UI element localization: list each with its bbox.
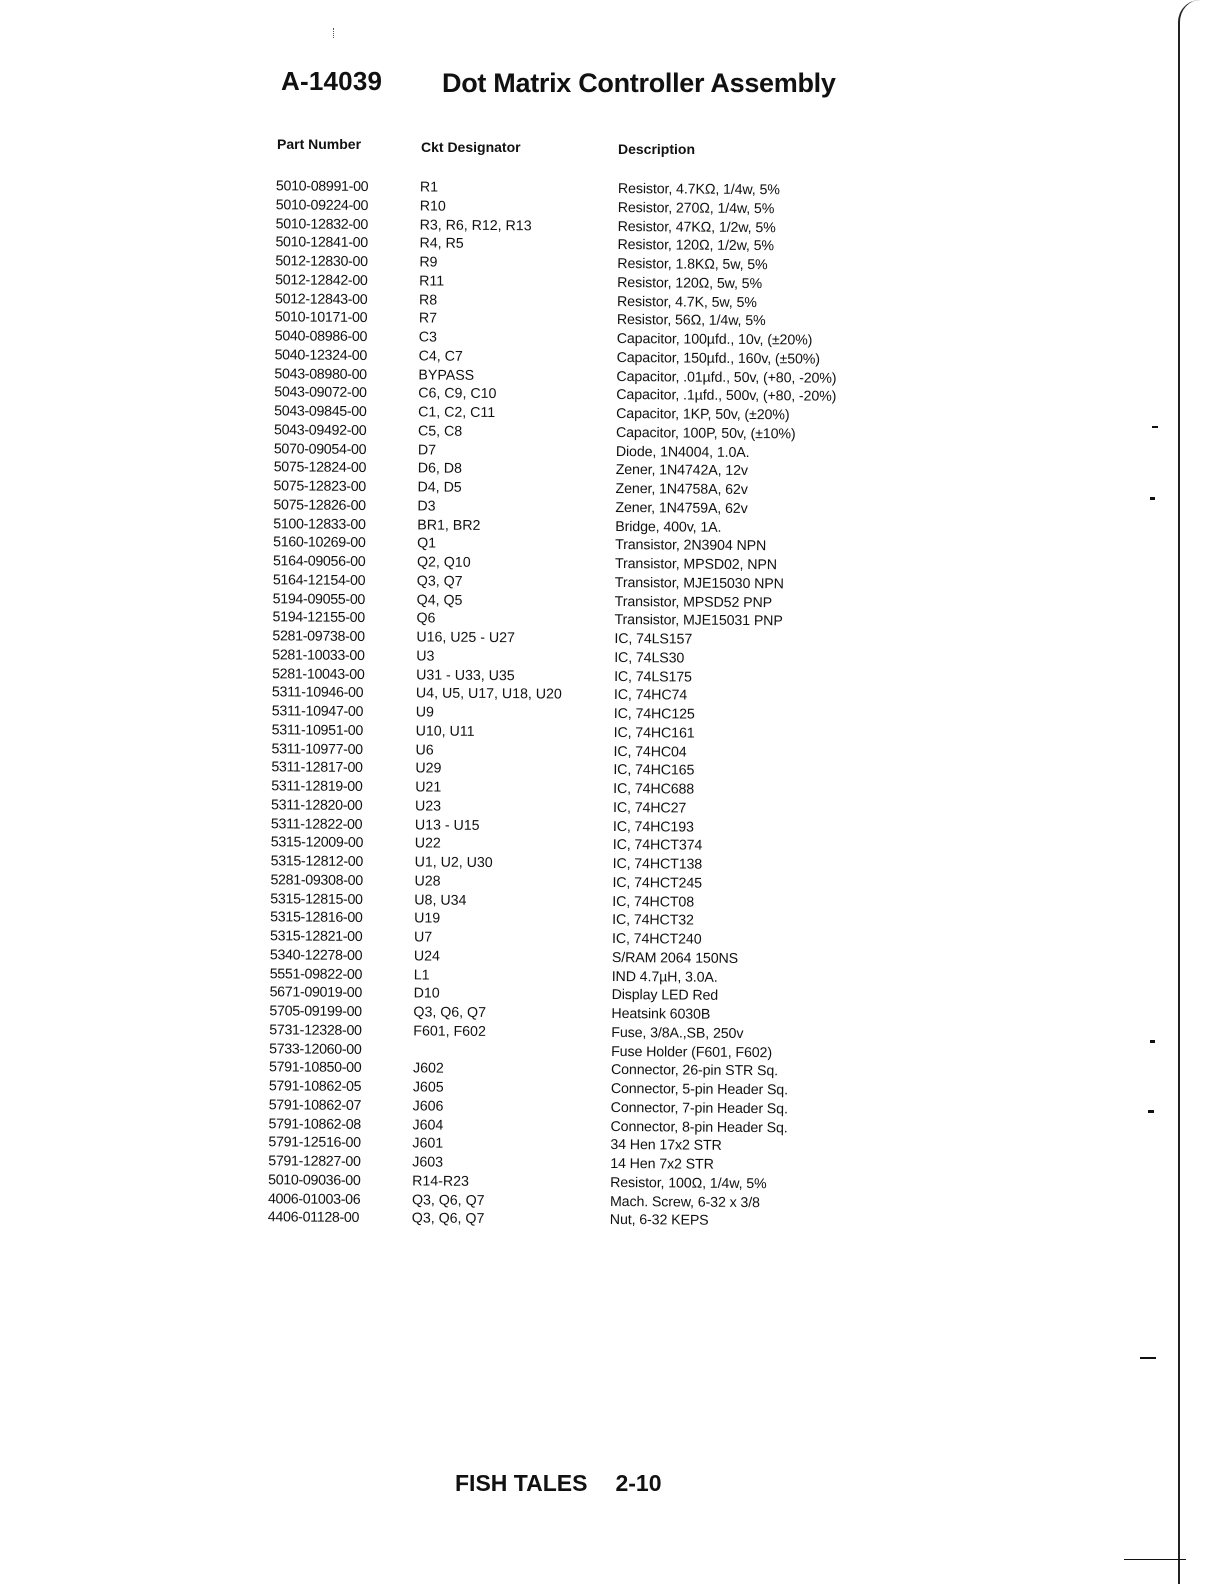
ckt-designator-cell: BYPASS xyxy=(418,366,475,384)
footer-game-name: FISH TALES xyxy=(455,1470,588,1496)
ckt-designator-cell: Q3, Q6, Q7 xyxy=(411,1210,485,1228)
description-cell: IC, 74HCT138 xyxy=(612,855,703,873)
ckt-designator-cell: U16, U25 - U27 xyxy=(416,629,516,647)
part-number-cell: 5315-12812-00 xyxy=(270,853,364,871)
parts-list xyxy=(0,175,1180,1234)
description-cell: IC, 74HCT08 xyxy=(612,893,695,911)
ckt-designator-cell: Q3, Q6, Q7 xyxy=(411,1191,485,1209)
description-cell: 34 Hen 17x2 STR xyxy=(610,1137,722,1155)
part-number-cell: 5043-09072-00 xyxy=(274,384,367,402)
page-footer xyxy=(455,1470,662,1497)
description-cell: Resistor, 56Ω, 1/4w, 5% xyxy=(616,312,766,330)
part-number-cell: 5164-12154-00 xyxy=(272,572,366,589)
page-edge xyxy=(1178,0,1224,1584)
part-number-cell: 5731-12328-00 xyxy=(269,1022,362,1039)
description-cell: Capacitor, .01µfd., 50v, (+80, -20%) xyxy=(616,368,837,387)
ckt-designator-cell: U7 xyxy=(413,929,433,946)
part-number-cell: 5194-12155-00 xyxy=(272,609,365,627)
description-cell: IC, 74HC04 xyxy=(613,743,687,761)
ckt-designator-cell: U31 - U33, U35 xyxy=(416,666,515,684)
ckt-designator-cell: Q1 xyxy=(417,535,437,552)
ckt-designator-cell: U22 xyxy=(414,835,441,852)
ckt-designator-cell: Q3, Q7 xyxy=(416,573,463,590)
description-cell: Transistor, MPSD52 PNP xyxy=(614,593,773,611)
description-cell: Heatsink 6030B xyxy=(611,1005,711,1023)
description-cell: IC, 74HC165 xyxy=(613,762,695,779)
description-cell: Capacitor, 100P, 50v, (±10%) xyxy=(615,424,796,443)
ckt-designator-cell: C4, C7 xyxy=(418,348,463,365)
part-number-cell: 5281-10033-00 xyxy=(272,647,365,664)
description-cell: Resistor, 4.7K, 5w, 5% xyxy=(616,293,757,311)
description-cell: Capacitor, 100µfd., 10v, (±20%) xyxy=(616,330,813,349)
part-number-cell: 5043-08980-00 xyxy=(274,365,367,383)
description-cell: Mach. Screw, 6-32 x 3/8 xyxy=(609,1193,760,1211)
description-cell: Fuse Holder (F601, F602) xyxy=(611,1043,773,1061)
ckt-designator-cell: U8, U34 xyxy=(414,891,467,909)
ckt-designator-cell: U4, U5, U17, U18, U20 xyxy=(415,685,562,703)
document-number: A-14039 xyxy=(281,66,383,96)
part-number-cell: 5791-10850-00 xyxy=(268,1059,362,1077)
ckt-designator-cell: D7 xyxy=(417,441,437,459)
part-number-cell: 5012-12842-00 xyxy=(275,272,368,289)
ckt-designator-cell: R8 xyxy=(418,291,438,309)
part-number-cell: 5733-12060-00 xyxy=(269,1040,362,1058)
part-number-cell: 5311-12820-00 xyxy=(271,797,363,814)
part-number-cell: 5340-12278-00 xyxy=(269,947,363,964)
ckt-designator-cell: C1, C2, C11 xyxy=(418,404,496,422)
part-number-cell: 5100-12833-00 xyxy=(273,515,366,533)
description-cell: Connector, 8-pin Header Sq. xyxy=(610,1118,788,1136)
ckt-designator-cell: U13 - U15 xyxy=(414,816,480,834)
part-number-cell: 5705-09199-00 xyxy=(269,1003,362,1020)
part-number-cell: 5010-09036-00 xyxy=(268,1172,361,1189)
part-number-cell: 5160-10269-00 xyxy=(273,534,366,552)
description-cell: IC, 74LS157 xyxy=(614,630,693,648)
description-cell: IC, 74HC193 xyxy=(612,818,694,836)
part-number-cell: 5791-10862-08 xyxy=(268,1115,361,1133)
ckt-designator-cell: D4, D5 xyxy=(417,479,462,496)
ckt-designator-cell: U24 xyxy=(413,948,440,965)
part-number-cell: 5010-12832-00 xyxy=(275,215,369,233)
part-number-cell: 5791-10862-05 xyxy=(268,1078,362,1095)
description-cell: Transistor, MJE15031 PNP xyxy=(614,612,783,630)
ckt-designator-cell: U9 xyxy=(415,704,435,721)
part-number-cell: 5012-12843-00 xyxy=(274,290,368,308)
ckt-designator-cell: U6 xyxy=(415,741,434,759)
description-cell: Capacitor, .1µfd., 500v, (+80, -20%) xyxy=(616,387,837,405)
column-header-ckt-designator: Ckt Designator xyxy=(421,139,521,155)
ckt-designator-cell: R4, R5 xyxy=(419,235,464,253)
ckt-designator-cell: L1 xyxy=(413,966,430,984)
description-cell: IC, 74HCT240 xyxy=(611,930,702,948)
part-number-cell: 5315-12821-00 xyxy=(269,928,363,945)
ckt-designator-cell: R7 xyxy=(418,310,438,327)
part-number-cell: 5012-12830-00 xyxy=(275,253,368,271)
description-cell: Capacitor, 1KP, 50v, (±20%) xyxy=(616,405,790,424)
ckt-designator-cell: BR1, BR2 xyxy=(417,516,481,534)
part-number-cell: 5075-12826-00 xyxy=(273,497,366,514)
description-cell: IC, 74HC688 xyxy=(613,780,695,798)
ckt-designator-cell: R10 xyxy=(419,198,446,215)
part-number-cell: 5315-12815-00 xyxy=(270,890,363,908)
part-number-cell: 5194-09055-00 xyxy=(272,590,366,608)
description-cell: Zener, 1N4742A, 12v xyxy=(615,462,748,480)
ckt-designator-cell: D10 xyxy=(413,985,440,1002)
ckt-designator-cell: J605 xyxy=(412,1079,444,1096)
description-cell: Nut, 6-32 KEPS xyxy=(609,1212,709,1229)
page-title: Dot Matrix Controller Assembly xyxy=(442,68,836,98)
ckt-designator-cell: U3 xyxy=(416,648,435,665)
ckt-designator-cell: C5, C8 xyxy=(417,423,463,440)
description-cell: Transistor, 2N3904 NPN xyxy=(615,537,767,555)
description-cell: Display LED Red xyxy=(611,987,719,1005)
part-number-cell: 5311-12822-00 xyxy=(270,815,363,833)
ckt-designator-cell: J602 xyxy=(412,1060,444,1077)
part-number-cell: 5791-12827-00 xyxy=(268,1153,361,1170)
description-cell: Diode, 1N4004, 1.0A. xyxy=(615,443,750,461)
part-number-cell: 5075-12823-00 xyxy=(273,478,367,496)
part-number-cell: 4406-01128-00 xyxy=(267,1209,360,1227)
description-cell: IC, 74HCT32 xyxy=(612,912,694,929)
footer-page-number: 2-10 xyxy=(615,1470,662,1496)
description-cell: IC, 74LS30 xyxy=(614,649,685,667)
ckt-designator-cell: F601, F602 xyxy=(413,1023,486,1040)
ckt-designator-cell: R3, R6, R12, R13 xyxy=(419,216,532,234)
description-cell: Fuse, 3/8A.,SB, 250v xyxy=(611,1024,744,1042)
ckt-designator-cell: D3 xyxy=(417,498,436,515)
description-cell: Connector, 5-pin Header Sq. xyxy=(610,1080,789,1099)
description-cell: Connector, 7-pin Header Sq. xyxy=(610,1099,788,1118)
part-number-cell: 5551-09822-00 xyxy=(269,965,363,983)
column-header-part-number: Part Number xyxy=(277,136,362,152)
ckt-designator-cell: U28 xyxy=(414,873,441,890)
description-cell: IC, 74HCT374 xyxy=(612,837,703,854)
description-cell: Bridge, 400v, 1A. xyxy=(615,518,722,536)
scan-speck xyxy=(333,28,336,38)
part-number-cell: 5311-10946-00 xyxy=(271,684,364,702)
description-cell: IC, 74HC74 xyxy=(613,687,688,704)
column-header-description: Description xyxy=(618,141,696,157)
part-number-cell: 5040-12324-00 xyxy=(274,347,368,364)
part-number-cell: 5043-09492-00 xyxy=(273,422,367,439)
ckt-designator-cell: U1, U2, U30 xyxy=(414,854,493,872)
ckt-designator-cell: Q6 xyxy=(416,610,436,627)
edge-line xyxy=(1124,1559,1186,1560)
part-number-cell: 5791-12516-00 xyxy=(268,1134,361,1152)
part-number-cell: 5315-12009-00 xyxy=(270,834,364,852)
description-cell: IC, 74HC125 xyxy=(613,705,695,723)
part-number-cell: 5311-12817-00 xyxy=(271,759,363,777)
ckt-designator-cell: R9 xyxy=(419,254,438,271)
description-cell: IC, 74LS175 xyxy=(614,668,692,686)
ckt-designator-cell: C6, C9, C10 xyxy=(418,385,497,403)
ckt-designator-cell: U23 xyxy=(415,798,442,815)
part-number-cell: 5281-09308-00 xyxy=(270,872,363,889)
description-cell: Connector, 26-pin STR Sq. xyxy=(610,1062,779,1080)
description-cell: Zener, 1N4758A, 62v xyxy=(615,480,748,499)
description-cell: Resistor, 1.8KΩ, 5w, 5% xyxy=(617,255,768,274)
part-number-cell: 5010-10171-00 xyxy=(274,309,368,327)
ckt-designator-cell: J601 xyxy=(412,1135,444,1152)
part-number-cell: 5164-09056-00 xyxy=(272,553,366,571)
part-number-cell: 5671-09019-00 xyxy=(269,984,363,1002)
part-number-cell: 5311-12819-00 xyxy=(271,778,363,795)
part-number-cell: 5043-09845-00 xyxy=(274,403,367,421)
part-number-cell: 5311-10947-00 xyxy=(271,703,364,720)
part-number-cell: 5791-10862-07 xyxy=(268,1097,362,1114)
ckt-designator-cell: U29 xyxy=(415,760,442,777)
part-number-cell: 5311-10977-00 xyxy=(271,740,363,758)
description-cell: IC, 74HCT245 xyxy=(612,874,703,892)
part-number-cell: 5075-12824-00 xyxy=(273,459,367,477)
description-cell: Resistor, 120Ω, 5w, 5% xyxy=(617,274,763,292)
ckt-designator-cell: Q3, Q6, Q7 xyxy=(413,1004,487,1021)
part-number-cell: 5315-12816-00 xyxy=(270,909,363,927)
part-number-cell: 5281-09738-00 xyxy=(272,628,365,646)
description-cell: Zener, 1N4759A, 62v xyxy=(615,499,748,517)
ckt-designator-cell: D6, D8 xyxy=(417,460,462,478)
description-cell: Resistor, 270Ω, 1/4w, 5% xyxy=(617,199,775,217)
part-number-cell: 5010-12841-00 xyxy=(275,234,368,252)
part-number-cell: 5311-10951-00 xyxy=(271,722,364,739)
description-cell: Resistor, 47KΩ, 1/2w, 5% xyxy=(617,218,776,236)
description-cell: IC, 74HC161 xyxy=(613,724,695,742)
part-number-cell: 5010-08991-00 xyxy=(275,178,369,196)
description-cell: Resistor, 4.7KΩ, 1/4w, 5% xyxy=(617,180,780,199)
description-cell: Resistor, 100Ω, 1/4w, 5% xyxy=(610,1174,767,1192)
ckt-designator-cell: J603 xyxy=(412,1154,444,1171)
ckt-designator-cell: Q4, Q5 xyxy=(416,591,463,609)
ckt-designator-cell: J606 xyxy=(412,1098,444,1115)
description-cell: Resistor, 120Ω, 1/2w, 5% xyxy=(617,237,775,255)
part-number-cell: 5010-09224-00 xyxy=(275,197,369,214)
part-number-cell: 5070-09054-00 xyxy=(273,440,367,458)
description-cell: IC, 74HC27 xyxy=(613,799,687,817)
description-cell: Transistor, MPSD02, NPN xyxy=(614,555,777,574)
description-cell: 14 Hen 7x2 STR xyxy=(610,1155,714,1173)
edge-speck xyxy=(1140,1357,1156,1359)
description-cell: Transistor, MJE15030 NPN xyxy=(614,574,784,593)
ckt-designator-cell: C3 xyxy=(418,329,437,346)
ckt-designator-cell: U10, U11 xyxy=(415,723,475,740)
part-number-cell: 5040-08986-00 xyxy=(274,328,368,346)
description-cell: IND 4.7µH, 3.0A. xyxy=(611,968,718,986)
ckt-designator-cell: Q2, Q10 xyxy=(416,554,471,571)
part-number-cell: 5281-10043-00 xyxy=(272,665,365,683)
ckt-designator-cell: R1 xyxy=(419,179,439,196)
ckt-designator-cell: R14-R23 xyxy=(412,1173,469,1190)
ckt-designator-cell: R11 xyxy=(419,273,445,290)
description-cell: Capacitor, 150µfd., 160v, (±50%) xyxy=(616,349,821,368)
description-cell: S/RAM 2064 150NS xyxy=(611,949,739,967)
ckt-designator-cell: U19 xyxy=(414,910,441,927)
ckt-designator-cell: U21 xyxy=(415,779,442,796)
ckt-designator-cell: J604 xyxy=(412,1116,444,1134)
part-number-cell: 4006-01003-06 xyxy=(267,1190,361,1208)
